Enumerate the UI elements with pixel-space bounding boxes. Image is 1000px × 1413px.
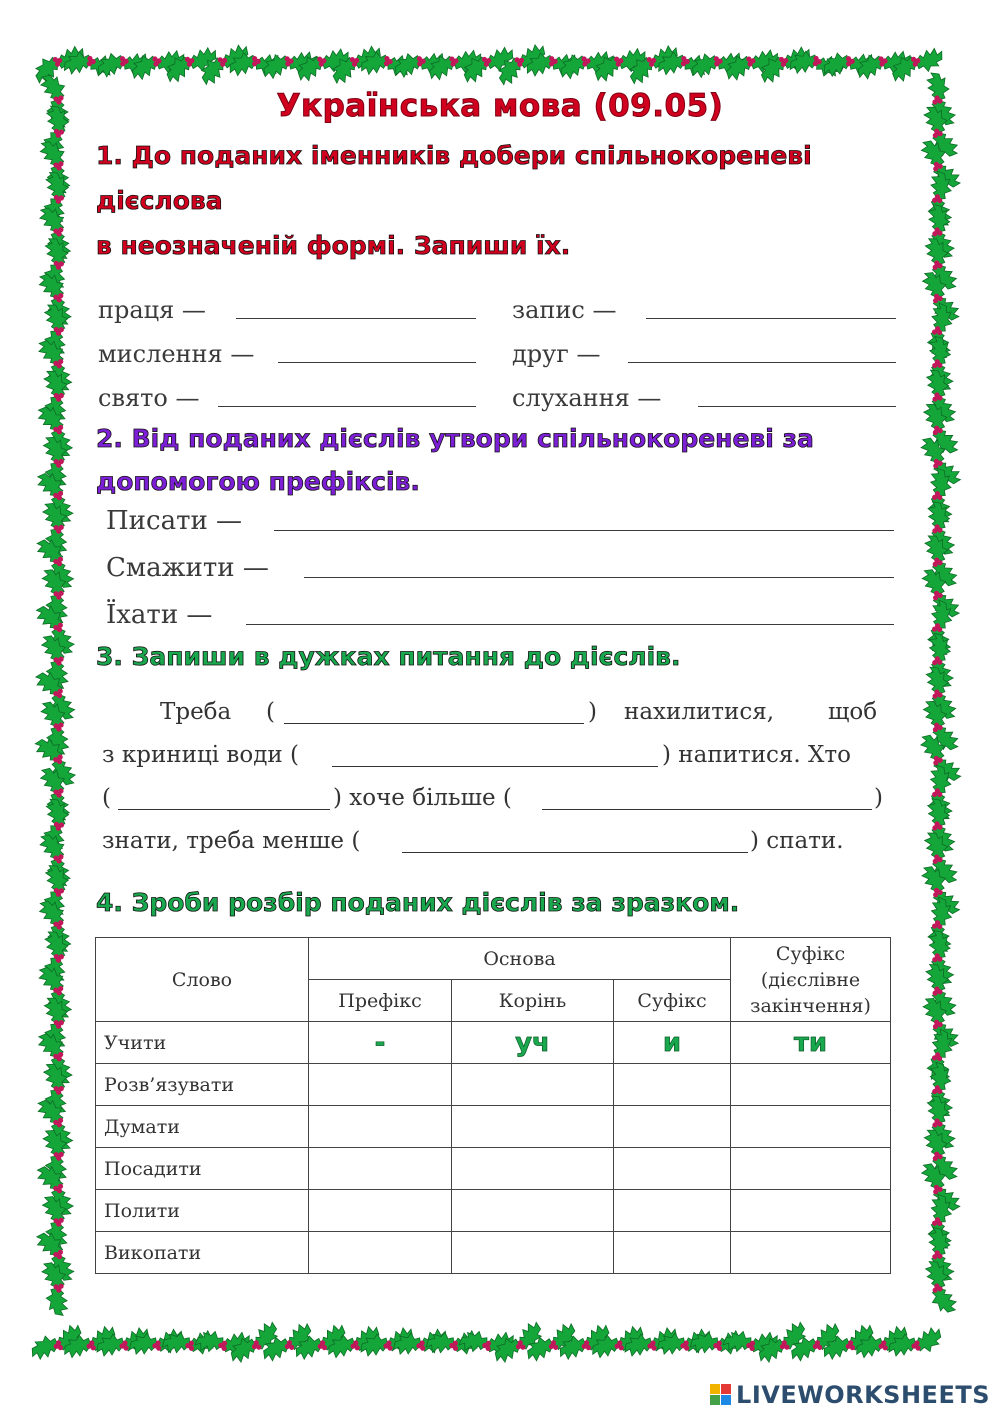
page-title: Українська мова (09.05) xyxy=(276,88,724,124)
header-word: Слово xyxy=(96,938,309,1022)
answer-cell[interactable] xyxy=(309,1064,452,1106)
task3-question-blank[interactable] xyxy=(402,834,748,853)
example-root: уч xyxy=(452,1022,614,1064)
task2-heading-line1: 2. Від поданих дієслів утвори спільнокореневі за xyxy=(96,424,814,453)
task3-question-blank[interactable] xyxy=(542,791,872,810)
task1-answer-line[interactable] xyxy=(236,318,476,319)
task2-heading-line2: допомогою префіксів. xyxy=(96,467,420,496)
task1-answer-line[interactable] xyxy=(646,318,896,319)
answer-cell[interactable] xyxy=(731,1064,891,1106)
task3-paren: ) xyxy=(588,699,597,725)
task2-word-yikhaty: Їхати — xyxy=(106,600,213,630)
header-root: Корінь xyxy=(452,980,614,1022)
task3-text: ) напитися. Хто xyxy=(662,742,851,768)
liveworksheets-brand[interactable] xyxy=(710,1381,990,1409)
answer-cell[interactable] xyxy=(614,1106,731,1148)
row-word: Думати xyxy=(96,1106,309,1148)
task3-question-blank[interactable] xyxy=(118,791,330,810)
header-verb-suffix: Суфікс (дієслівне закінчення) xyxy=(731,938,891,1022)
task2-answer-line[interactable] xyxy=(246,624,894,625)
row-word: Учити xyxy=(96,1022,309,1064)
task1-answer-line[interactable] xyxy=(278,362,476,363)
task3-text: щоб xyxy=(828,699,878,725)
answer-cell[interactable] xyxy=(309,1106,452,1148)
task2-word-smazhyty: Смажити — xyxy=(106,553,269,583)
task1-heading-line2: дієслова xyxy=(96,186,223,215)
task1-answer-line[interactable] xyxy=(698,406,896,407)
task1-word-pratsia: праця — xyxy=(98,296,206,324)
answer-cell[interactable] xyxy=(309,1232,452,1274)
answer-cell[interactable] xyxy=(731,1106,891,1148)
brand-name: LIVEWORKSHEETS xyxy=(736,1381,990,1409)
task3-paren: ( xyxy=(266,699,275,725)
table-row xyxy=(96,1022,891,1064)
table-row xyxy=(96,1148,891,1190)
task1-answer-line[interactable] xyxy=(628,362,896,363)
table-row xyxy=(96,1106,891,1148)
answer-cell[interactable] xyxy=(309,1148,452,1190)
answer-cell[interactable] xyxy=(309,1190,452,1232)
answer-cell[interactable] xyxy=(452,1190,614,1232)
header-prefix: Префікс xyxy=(309,980,452,1022)
answer-cell[interactable] xyxy=(452,1232,614,1274)
answer-cell[interactable] xyxy=(614,1064,731,1106)
table-row xyxy=(96,1064,891,1106)
liveworksheets-logo-icon xyxy=(710,1384,732,1406)
row-word: Розв’язувати xyxy=(96,1064,309,1106)
answer-cell[interactable] xyxy=(614,1190,731,1232)
answer-cell[interactable] xyxy=(731,1232,891,1274)
answer-cell[interactable] xyxy=(614,1148,731,1190)
verb-analysis-table xyxy=(95,937,891,1274)
task3-paren: ( xyxy=(102,785,111,811)
header-base: Основа xyxy=(309,938,731,980)
task3-question-blank[interactable] xyxy=(284,705,584,724)
task1-heading-line3: в неозначеній формі. Запиши їх. xyxy=(96,231,571,260)
header-suffix: Суфікс xyxy=(614,980,731,1022)
example-prefix: - xyxy=(309,1022,452,1064)
task3-question-blank[interactable] xyxy=(332,748,658,767)
example-suffix: и xyxy=(614,1022,731,1064)
answer-cell[interactable] xyxy=(452,1148,614,1190)
answer-cell[interactable] xyxy=(731,1190,891,1232)
task1-word-myslennia: мислення — xyxy=(98,340,255,368)
task3-paren: ) xyxy=(874,785,883,811)
task3-text: нахилитися, xyxy=(624,699,775,725)
row-word: Посадити xyxy=(96,1148,309,1190)
table-row xyxy=(96,1190,891,1232)
task1-word-slukhannia: слухання — xyxy=(512,384,662,412)
task1-heading-line1: 1. До поданих іменників добери спільнокореневі xyxy=(96,141,812,170)
task3-text: ) хоче більше ( xyxy=(333,785,512,811)
task1-word-zapys: запис — xyxy=(512,296,617,324)
row-word: Викопати xyxy=(96,1232,309,1274)
task2-answer-line[interactable] xyxy=(304,577,894,578)
answer-cell[interactable] xyxy=(731,1148,891,1190)
task2-answer-line[interactable] xyxy=(274,530,894,531)
table-row xyxy=(96,1232,891,1274)
task1-word-sviato: свято — xyxy=(98,384,200,412)
task3-text: з криниці води ( xyxy=(102,742,299,768)
task1-word-druh: друг — xyxy=(512,340,601,368)
answer-cell[interactable] xyxy=(452,1106,614,1148)
task3-heading: 3. Запиши в дужках питання до дієслів. xyxy=(96,642,681,671)
task2-word-pysaty: Писати — xyxy=(106,506,243,536)
task3-text: ) спати. xyxy=(750,828,844,854)
task4-heading: 4. Зроби розбір поданих дієслів за зразком. xyxy=(96,888,740,917)
row-word: Полити xyxy=(96,1190,309,1232)
answer-cell[interactable] xyxy=(614,1232,731,1274)
task1-answer-line[interactable] xyxy=(218,406,476,407)
task3-text: Треба xyxy=(160,699,232,725)
answer-cell[interactable] xyxy=(452,1064,614,1106)
example-ending: ти xyxy=(731,1022,891,1064)
task3-text: знати, треба менше ( xyxy=(102,828,361,854)
